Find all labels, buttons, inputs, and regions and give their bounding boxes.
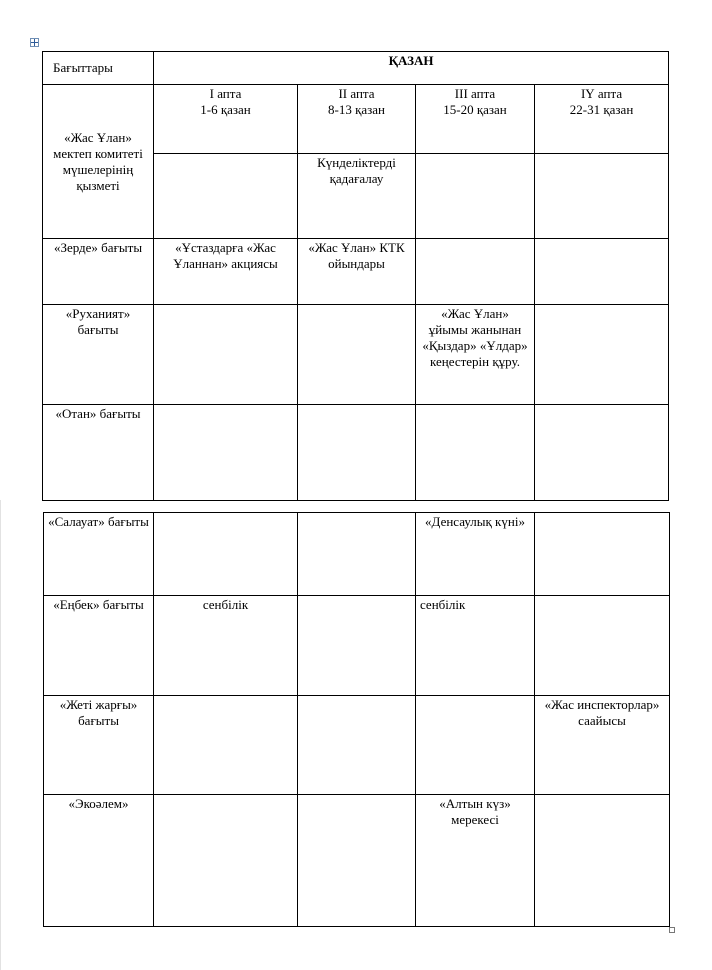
table-resize-handle-icon[interactable] [669,927,675,933]
week-name: ІІ апта [338,86,375,101]
table-row [43,239,669,305]
month-header-row [43,52,669,85]
plan-table-upper [42,51,669,501]
activity-cell[interactable]: «Жас Ұлан» КТК ойындары [298,239,416,305]
activity-cell[interactable]: «Жас инспекторлар» саайысы [535,696,670,795]
activity-cell[interactable] [154,795,298,927]
activity-cell[interactable] [535,795,670,927]
row-direction[interactable]: «Еңбек» бағыты [44,596,154,696]
activity-cell[interactable]: «Ұстаздарға «Жас Ұланнан» акциясы [154,239,298,305]
week-header[interactable] [298,85,416,154]
activity-cell[interactable] [154,305,298,405]
activity-cell[interactable] [535,596,670,696]
page-edge [0,500,1,970]
activity-cell[interactable] [416,154,535,239]
activity-cell[interactable] [416,239,535,305]
activity-cell[interactable] [298,513,416,596]
row-direction[interactable]: «Руханият» бағыты [43,305,154,405]
activity-cell[interactable] [298,305,416,405]
activity-cell[interactable]: сенбілік [154,596,298,696]
table-row [44,513,670,596]
activity-cell[interactable] [535,513,670,596]
activity-cell[interactable]: «Денсаулық күні» [416,513,535,596]
weeks-row [43,85,669,154]
table-row [43,405,669,501]
directions-header[interactable]: Бағыттары [43,52,154,85]
row-direction[interactable]: «Жас Ұлан» мектеп комитеті мүшелерінің қызметі [43,85,154,239]
activity-cell[interactable] [298,405,416,501]
activity-cell[interactable] [535,239,669,305]
table-row [44,696,670,795]
activity-cell[interactable] [154,154,298,239]
week-name: І апта [209,86,242,101]
activity-cell[interactable] [154,405,298,501]
activity-cell[interactable] [154,696,298,795]
row-direction[interactable]: «Зерде» бағыты [43,239,154,305]
week-dates: 1-6 қазан [200,102,251,117]
week-header[interactable] [154,85,298,154]
week-header[interactable] [535,85,669,154]
week-name: ІҮ апта [580,86,623,101]
row-direction[interactable]: «Экоәлем» [44,795,154,927]
activity-cell[interactable] [298,696,416,795]
row-direction[interactable]: «Отан» бағыты [43,405,154,501]
activity-cell[interactable]: Күнделіктерді қадағалау [298,154,416,239]
table-row [44,795,670,927]
activity-cell[interactable] [154,513,298,596]
week-header[interactable] [416,85,535,154]
week-name: ІІІ апта [454,86,496,101]
activity-cell[interactable]: «Жас Ұлан» ұйымы жанынан «Қыздар» «Ұлдар» кеңестерін құру. [416,305,535,405]
week-dates: 15-20 қазан [443,102,507,117]
activity-cell[interactable] [535,305,669,405]
table-move-handle-icon[interactable] [30,38,39,47]
table-row [43,305,669,405]
table-row [44,596,670,696]
activity-cell[interactable] [416,696,535,795]
row-direction[interactable]: «Жеті жарғы» бағыты [44,696,154,795]
activity-cell[interactable]: сенбілік [416,596,535,696]
activity-cell[interactable] [298,795,416,927]
activity-cell[interactable] [298,596,416,696]
activity-cell[interactable]: «Алтын күз» мерекесі [416,795,535,927]
activity-cell[interactable] [535,405,669,501]
row-direction[interactable]: «Салауат» бағыты [44,513,154,596]
week-dates: 22-31 қазан [569,102,634,117]
month-header[interactable]: ҚАЗАН [154,52,669,85]
plan-table-lower [43,512,670,927]
week-dates: 8-13 қазан [327,102,386,117]
activity-cell[interactable] [416,405,535,501]
activity-cell[interactable] [535,154,669,239]
